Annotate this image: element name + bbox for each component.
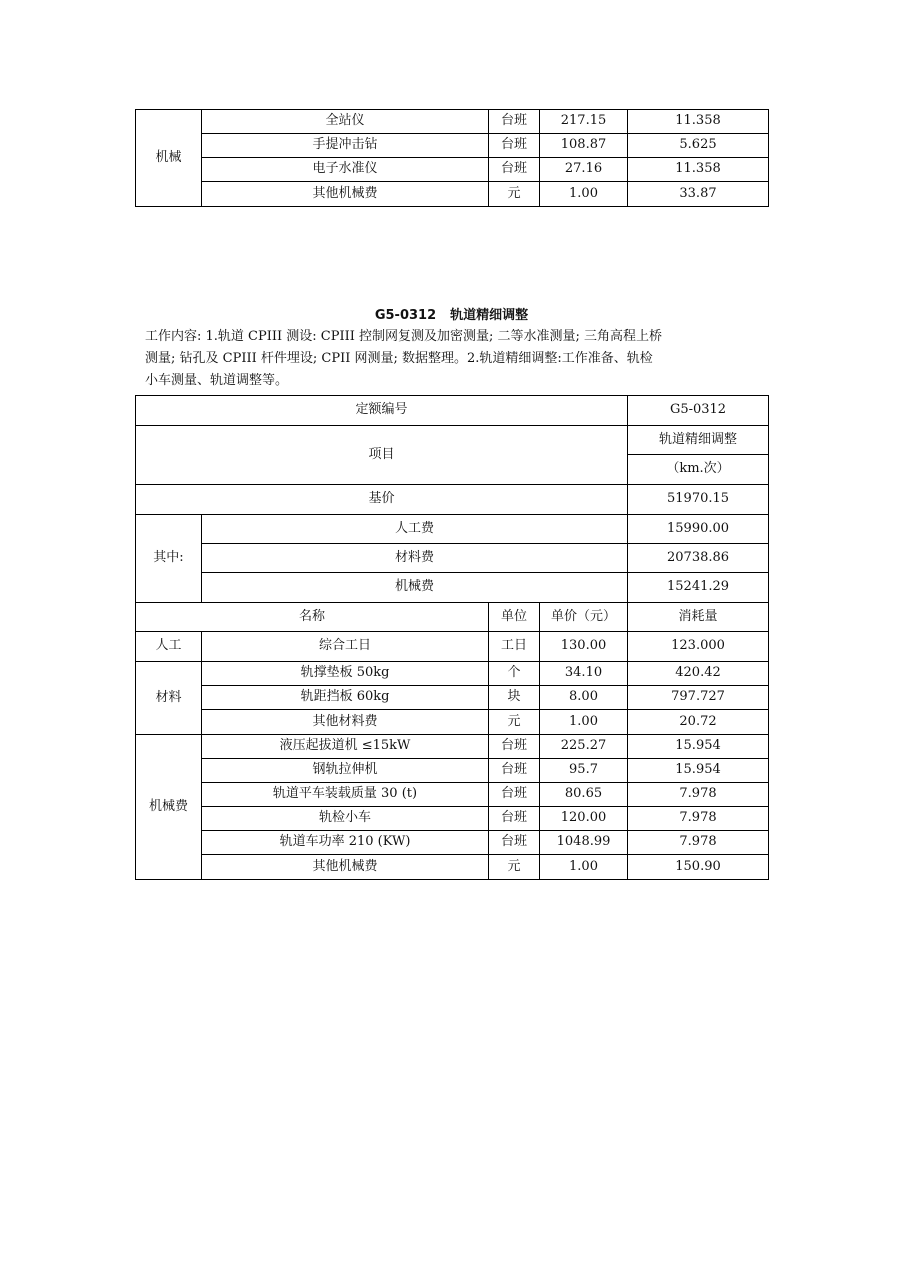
item-price: 1.00	[540, 710, 628, 735]
item-price: 80.65	[540, 783, 628, 807]
section-title-text: 轨道精细调整	[450, 308, 529, 323]
item-unit: 台班	[489, 783, 540, 807]
item-price: 130.00	[540, 632, 628, 662]
table-row	[136, 686, 769, 710]
quota-table	[135, 395, 769, 880]
item-name: 轨撑垫板 50kg	[202, 662, 489, 686]
table-row	[136, 735, 769, 759]
table-row	[136, 662, 769, 686]
header-name: 名称	[136, 603, 489, 632]
table-row	[136, 544, 769, 573]
table-row	[136, 710, 769, 735]
machinery-table	[135, 109, 769, 207]
item-price: 1048.99	[540, 831, 628, 855]
group-label: 材料	[136, 662, 202, 735]
table-row	[136, 855, 769, 880]
table-row	[136, 783, 769, 807]
item-name: 其他机械费	[202, 855, 489, 880]
item-qty: 797.727	[628, 686, 769, 710]
item-qty: 15.954	[628, 759, 769, 783]
work-content-line: 测量; 钻孔及 CPIII 杆件埋设; CPII 网测量; 数据整理。2.轨道精细调整:工作准备、轨检	[145, 351, 653, 366]
header-unit: 单位	[489, 603, 540, 632]
item-name: 其他机械费	[202, 182, 489, 207]
item-qty: 11.358	[628, 110, 769, 134]
among-label: 其中:	[136, 515, 202, 603]
item-price: 217.15	[540, 110, 628, 134]
item-unit: 元	[489, 710, 540, 735]
item-unit-value: （km.次）	[628, 455, 769, 485]
among-item-label: 机械费	[202, 573, 628, 603]
item-unit: 台班	[489, 759, 540, 783]
table-row	[136, 573, 769, 603]
table-row	[136, 158, 769, 182]
item-unit: 个	[489, 662, 540, 686]
table-row	[136, 182, 769, 207]
section-code: G5-0312	[374, 308, 437, 323]
item-qty: 15.954	[628, 735, 769, 759]
work-content-line: 工作内容: 1.轨道 CPIII 测设: CPIII 控制网复测及加密测量; 二等水准测量; 三角高程上桥	[145, 329, 663, 344]
among-item-label: 材料费	[202, 544, 628, 573]
item-name: 轨道平车装载质量 30 (t)	[202, 783, 489, 807]
item-unit: 元	[489, 855, 540, 880]
item-price: 27.16	[540, 158, 628, 182]
base-price-label: 基价	[136, 485, 628, 515]
base-price-value: 51970.15	[628, 485, 769, 515]
table-row	[136, 426, 769, 455]
item-name: 全站仪	[202, 110, 489, 134]
item-price: 225.27	[540, 735, 628, 759]
among-item-label: 人工费	[202, 515, 628, 544]
item-name: 液压起拔道机 ≤15kW	[202, 735, 489, 759]
item-price: 1.00	[540, 182, 628, 207]
table-row	[136, 396, 769, 426]
table-header-row	[136, 603, 769, 632]
item-price: 120.00	[540, 807, 628, 831]
item-qty: 150.90	[628, 855, 769, 880]
item-name: 手提冲击钻	[202, 134, 489, 158]
item-qty: 123.000	[628, 632, 769, 662]
item-name: 轨距挡板 60kg	[202, 686, 489, 710]
item-unit: 元	[489, 182, 540, 207]
item-label: 项目	[136, 426, 628, 485]
group-label: 机械费	[136, 735, 202, 880]
quota-no-value: G5-0312	[628, 396, 769, 426]
item-qty: 420.42	[628, 662, 769, 686]
item-unit: 台班	[489, 110, 540, 134]
item-unit: 块	[489, 686, 540, 710]
table-row	[136, 632, 769, 662]
group-label: 机械	[136, 110, 202, 207]
item-unit: 台班	[489, 807, 540, 831]
item-price: 108.87	[540, 134, 628, 158]
table-row	[136, 485, 769, 515]
item-price: 1.00	[540, 855, 628, 880]
table-row	[136, 515, 769, 544]
item-name: 综合工日	[202, 632, 489, 662]
work-content	[145, 326, 765, 392]
item-price: 95.7	[540, 759, 628, 783]
item-qty: 7.978	[628, 783, 769, 807]
item-qty: 7.978	[628, 831, 769, 855]
item-qty: 11.358	[628, 158, 769, 182]
item-unit: 台班	[489, 158, 540, 182]
work-content-line: 小车测量、轨道调整等。	[145, 373, 289, 388]
group-label: 人工	[136, 632, 202, 662]
item-qty: 5.625	[628, 134, 769, 158]
item-unit: 台班	[489, 831, 540, 855]
item-qty: 33.87	[628, 182, 769, 207]
item-name: 轨检小车	[202, 807, 489, 831]
table-row	[136, 831, 769, 855]
table-row	[136, 110, 769, 134]
header-qty: 消耗量	[628, 603, 769, 632]
item-price: 8.00	[540, 686, 628, 710]
among-item-value: 15990.00	[628, 515, 769, 544]
item-price: 34.10	[540, 662, 628, 686]
item-unit: 工日	[489, 632, 540, 662]
item-value: 轨道精细调整	[628, 426, 769, 455]
item-unit: 台班	[489, 134, 540, 158]
table-row	[136, 759, 769, 783]
among-item-value: 15241.29	[628, 573, 769, 603]
item-name: 轨道车功率 210 (KW)	[202, 831, 489, 855]
quota-no-label: 定额编号	[136, 396, 628, 426]
table-row	[136, 807, 769, 831]
table-row	[136, 134, 769, 158]
item-qty: 7.978	[628, 807, 769, 831]
item-name: 电子水准仪	[202, 158, 489, 182]
among-item-value: 20738.86	[628, 544, 769, 573]
header-price: 单价（元）	[540, 603, 628, 632]
section-title	[135, 304, 768, 323]
item-unit: 台班	[489, 735, 540, 759]
item-name: 钢轨拉伸机	[202, 759, 489, 783]
item-name: 其他材料费	[202, 710, 489, 735]
item-qty: 20.72	[628, 710, 769, 735]
